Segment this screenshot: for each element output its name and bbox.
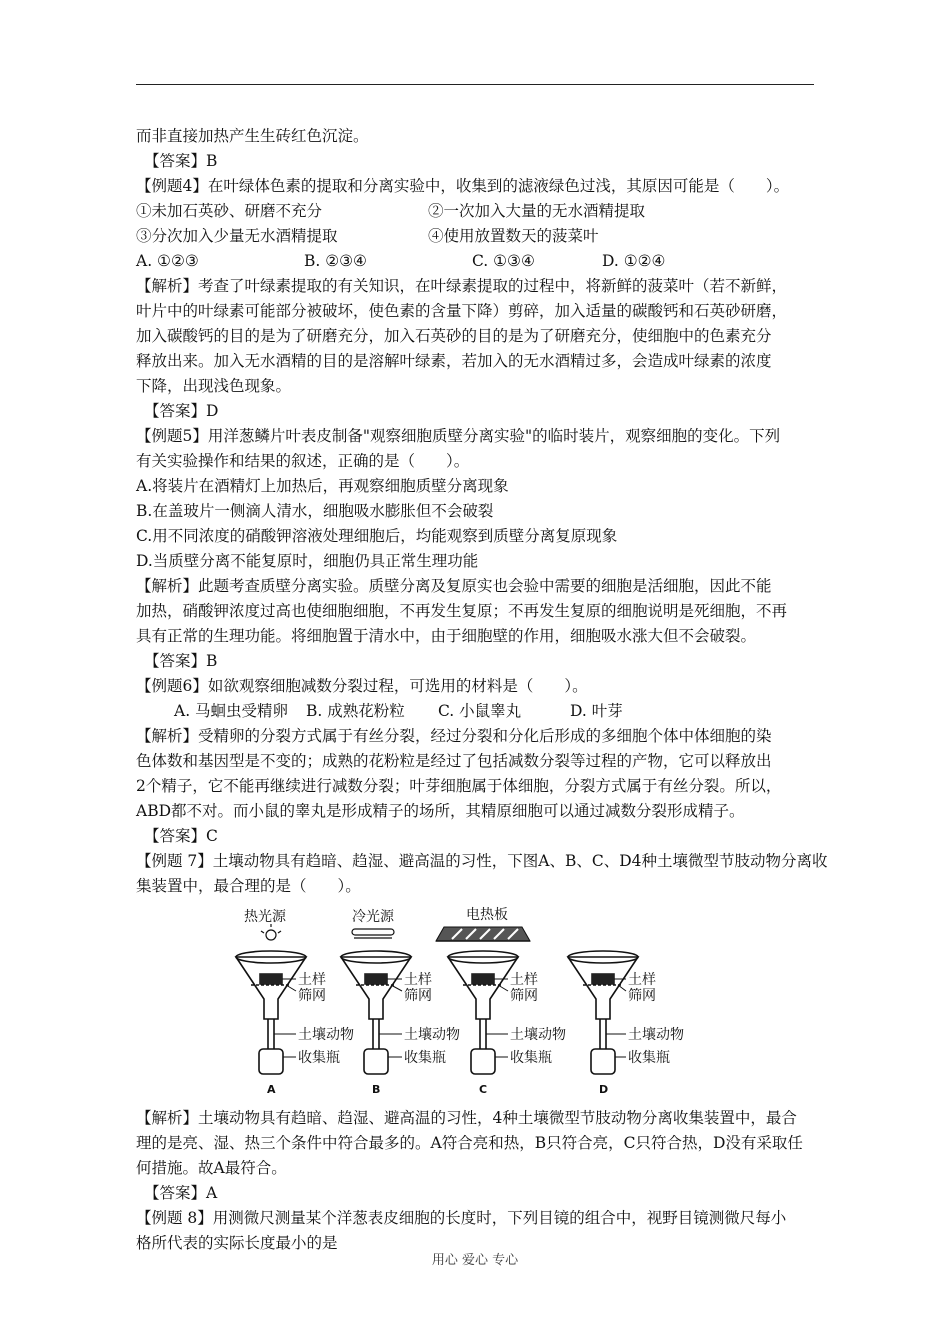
funnel-apparatus-b <box>341 951 411 1074</box>
analysis-line: 【解析】土壤动物具有趋暗、趋湿、避高温的习性，4种土壤微型节肢动物分离收集装置中，最合 <box>136 1109 797 1127</box>
analysis-line: 叶片中的叶绿素可能部分被破坏，使色素的含量下降）剪碎，加入适量的碳酸钙和石英砂研磨， <box>136 302 788 320</box>
soil-animal-label: 土壤动物 <box>628 1027 684 1043</box>
choice-c: C. ①③④ <box>472 252 535 270</box>
question-8-stem: 格所代表的实际长度最小的是 <box>136 1234 338 1252</box>
text-line: 而非直接加热产生生砖红色沉淀。 <box>136 127 369 145</box>
answer-line: 【答案】B <box>144 152 218 170</box>
answer-line: 【答案】D <box>144 402 219 420</box>
cold-light-tube-icon <box>352 929 394 938</box>
choice-d: D.当质壁分离不能复原时，细胞仍具正常生理功能 <box>136 552 479 570</box>
heat-light-label: 热光源 <box>244 909 286 925</box>
question-4-choices <box>136 249 836 274</box>
choice-a: A. 马蛔虫受精卵 <box>174 702 289 720</box>
analysis-line: 加热，硝酸钾浓度过高也使细胞细胞，不再发生复原；不再发生复原的细胞说明是死细胞，不再 <box>136 602 788 620</box>
question-5-stem: 有关实验操作和结果的叙述，正确的是（ ）。 <box>136 452 470 470</box>
soil-sample-label: 土样 <box>298 972 326 988</box>
sieve-label: 筛网 <box>628 988 656 1004</box>
analysis-line: ABD都不对。而小鼠的睾丸是形成精子的场所，其精原细胞可以通过减数分裂形成精子。 <box>136 802 745 820</box>
analysis-line: 【解析】此题考查质壁分离实验。质壁分离及复原实也会验中需要的细胞是活细胞，因此不能 <box>136 577 772 595</box>
answer-line: 【答案】A <box>144 1184 218 1202</box>
question-4-options-row1 <box>136 199 836 224</box>
apparatus-label-b: B <box>372 1083 381 1096</box>
analysis-line: 【解析】受精卵的分裂方式属于有丝分裂，经过分裂和分化后形成的多细胞个体中体细胞的染 <box>136 727 772 745</box>
choice-d: D. ①②④ <box>602 252 666 270</box>
sieve-label: 筛网 <box>510 988 538 1004</box>
choice-d: D. 叶芽 <box>570 702 623 720</box>
analysis-line: 2个精子，它不能再继续进行减数分裂；叶芽细胞属于体细胞，分裂方式属于有丝分裂。所以， <box>136 777 782 795</box>
question-7-stem: 集装置中，最合理的是（ ）。 <box>136 877 361 895</box>
apparatus-label-c: C <box>479 1083 488 1096</box>
analysis-line: 【解析】考查了叶绿素提取的有关知识，在叶绿素提取的过程中，将新鲜的菠菜叶（若不新鲜， <box>136 277 788 295</box>
sieve-label: 筛网 <box>298 988 326 1004</box>
option-4: ④使用放置数天的菠菜叶 <box>428 227 599 245</box>
choice-c: C.用不同浓度的硝酸钾溶液处理细胞后，均能观察到质壁分离复原现象 <box>136 527 618 545</box>
soil-animal-label: 土壤动物 <box>510 1027 566 1043</box>
analysis-line: 下降，出现浅色现象。 <box>136 377 292 395</box>
sieve-label: 筛网 <box>404 988 432 1004</box>
header-rule <box>136 84 814 85</box>
choice-b: B. ②③④ <box>304 252 367 270</box>
analysis-line: 加入碳酸钙的目的是为了研磨充分，加入石英砂的目的是为了研磨充分，使细胞中的色素充分 <box>136 327 772 345</box>
question-4-options-row2 <box>136 224 836 249</box>
question-4-stem: 【例题4】在叶绿体色素的提取和分离实验中，收集到的滤液绿色过浅，其原因可能是（ ）。 <box>136 177 790 195</box>
collect-bottle-label: 收集瓶 <box>628 1050 670 1066</box>
analysis-line: 何措施。故A最符合。 <box>136 1159 287 1177</box>
answer-line: 【答案】C <box>144 827 218 845</box>
question-6-choices <box>136 699 836 724</box>
page-footer: 用心 爱心 专心 <box>431 1253 519 1268</box>
apparatus-figure <box>136 899 836 1106</box>
soil-sample-label: 土样 <box>628 972 656 988</box>
option-3: ③分次加入少量无水酒精提取 <box>136 227 338 245</box>
apparatus-diagram <box>226 899 696 1099</box>
choice-b: B.在盖玻片一侧滴人清水，细胞吸水膨胀但不会破裂 <box>136 502 494 520</box>
question-8-stem: 【例题 8】用测微尺测量某个洋葱表皮细胞的长度时，下列目镜的组合中，视野目镜测微尺每小 <box>136 1209 787 1227</box>
analysis-line: 释放出来。加入无水酒精的目的是溶解叶绿素，若加入的无水酒精过多，会造成叶绿素的浓度 <box>136 352 772 370</box>
funnel-apparatus-a <box>236 951 306 1074</box>
document-body <box>136 124 836 1256</box>
funnel-apparatus-c <box>448 951 518 1074</box>
apparatus-label-a: A <box>267 1083 276 1096</box>
answer-line: 【答案】B <box>144 652 218 670</box>
analysis-line: 色体数和基因型是不变的；成熟的花粉粒是经过了包括减数分裂等过程的产物，它可以释放出 <box>136 752 772 770</box>
soil-animal-label: 土壤动物 <box>298 1027 354 1043</box>
option-2: ②一次加入大量的无水酒精提取 <box>428 202 646 220</box>
analysis-line: 理的是亮、湿、热三个条件中符合最多的。A符合亮和热，B只符合亮，C只符合热，D没有采取任 <box>136 1134 803 1152</box>
soil-sample-label: 土样 <box>510 972 538 988</box>
choice-c: C. 小鼠睾丸 <box>438 702 522 720</box>
choice-b: B. 成熟花粉粒 <box>306 702 405 720</box>
question-5-stem: 【例题5】用洋葱鳞片叶表皮制备"观察细胞质壁分离实验"的临时装片，观察细胞的变化。下列 <box>136 427 781 445</box>
collect-bottle-label: 收集瓶 <box>404 1050 446 1066</box>
soil-animal-label: 土壤动物 <box>404 1027 460 1043</box>
soil-sample-label: 土样 <box>404 972 432 988</box>
collect-bottle-label: 收集瓶 <box>510 1050 552 1066</box>
apparatus-label-d: D <box>599 1083 609 1096</box>
cold-light-label: 冷光源 <box>352 909 394 925</box>
choice-a: A. ①②③ <box>136 252 199 270</box>
question-7-stem: 【例题 7】土壤动物具有趋暗、趋湿、避高温的习性，下图A、B、C、D4种土壤微型节肢动物分离收 <box>136 852 828 870</box>
hot-plate-label: 电热板 <box>466 907 508 923</box>
collect-bottle-label: 收集瓶 <box>298 1050 340 1066</box>
question-6-stem: 【例题6】如欲观察细胞减数分裂过程，可选用的材料是（ ）。 <box>136 677 588 695</box>
analysis-line: 具有正常的生理功能。将细胞置于清水中，由于细胞壁的作用，细胞吸水涨大但不会破裂。 <box>136 627 757 645</box>
heat-light-bulb-icon <box>261 924 281 940</box>
hot-plate-icon <box>436 927 530 941</box>
choice-a: A.将装片在酒精灯上加热后，再观察细胞质壁分离现象 <box>136 477 509 495</box>
option-1: ①未加石英砂、研磨不充分 <box>136 202 323 220</box>
